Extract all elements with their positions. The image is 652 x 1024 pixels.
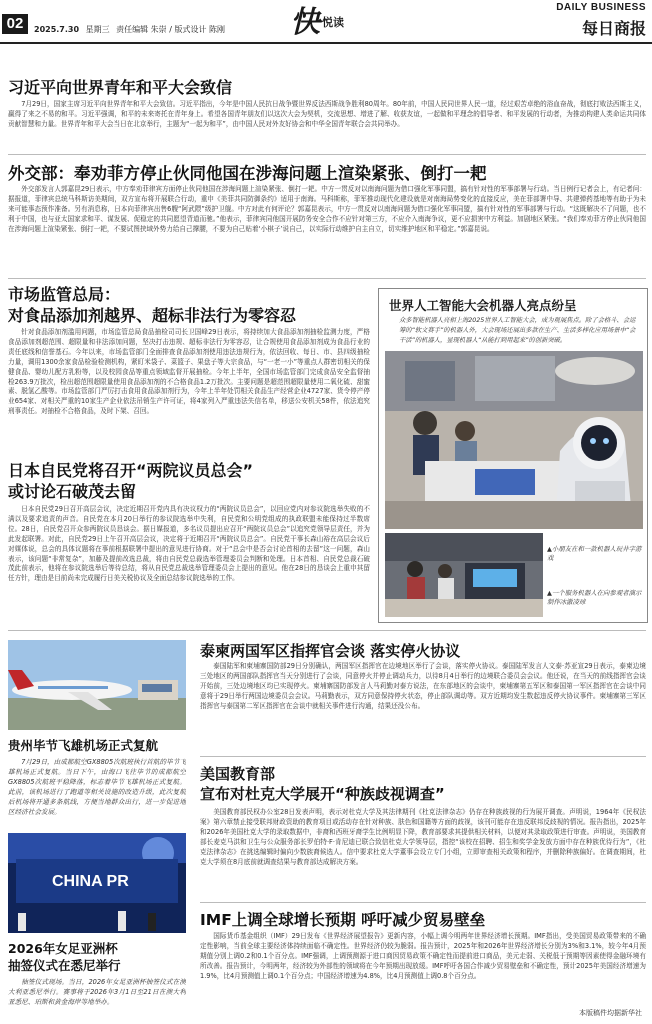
article-6-title-line2: 宣布对杜克大学展开“种族歧视调查”	[200, 785, 445, 803]
paper-name-cn: 每日商报	[581, 19, 646, 38]
article-7-title: IMF上调全球增长预期 呼吁减少贸易壁垒	[200, 911, 486, 929]
icecream-robot-photo-graphic	[385, 533, 543, 617]
article-6-text: 美国教育部民权办公室28日发表声明，表示对杜克大学及其法律期刊《杜克法律杂志》仍存在种族歧视的行为展开调查。声明说，1964年《民权法案》第六章禁止接受联邦财政资助的教育项目或活动存在针对种族、肤色和国籍等方面的歧视，该刊可能存在违反联邦反歧视的情况。报告指出，2025年和2026年美国杜克大学的录取数据中，非裔和西班牙裔学生比例明显下降，教育部要求其提供相关材料，以便对其录取政策进行审查。声明说，美国教育部长麦克马洪和卫生与公众服务部长罗伯特·F·肯尼迪已联合致信杜克大学领导层，指控“该校在招聘、招生和奖学金发放方面中存在种族优待行为”，《杜克法律杂志》在挑选编辑时偏向少数族裔候选人。信中要求杜克大学董事会设立专门小组，立即审查相关政策和程序，并删除种族偏好。在调查期间，杜克大学须在8月底前就调查结果与教育部达成解决方案。	[200, 808, 646, 866]
article-4-title-line1: 日本自民党将召开“两院议员总会”	[8, 461, 254, 480]
article-1-title: 习近平向世界青年和平大会致信	[8, 78, 233, 97]
article-3-body	[8, 328, 370, 446]
article-4-title	[8, 460, 253, 502]
issue-date-line	[34, 24, 225, 35]
article-3-title-line2: 对食品添加剂越界、超标非法行为零容忍	[8, 306, 297, 325]
page-header	[0, 0, 652, 46]
divider	[8, 154, 646, 155]
airport-photo-graphic	[8, 640, 186, 730]
photo-box-title: 世界人工智能大会机器人亮点纷呈	[389, 298, 577, 313]
article-5-title: 泰柬两国军区指挥官会谈 落实停火协议	[200, 642, 461, 660]
article-9-body	[8, 978, 186, 1020]
robot-photo-box	[378, 288, 648, 623]
column-title	[290, 4, 344, 42]
article-8-title: 贵州毕节飞雄机场正式复航	[8, 738, 159, 753]
article-9-title	[8, 940, 121, 974]
article-4-text: 日本自民党29日召开高层会议，决定近期召开党内具有决议权力的“两院议员总会”，以回应党内对参议院选举失败的不满以及要求追责的声音。自民党在本月20日举行的参议院选举中失利，自民党和公明党组成的执政联盟未能保持过半数席位。28日，自民党召开众参两院议员恳谈会。据日媒报道，多名议员提出应召开“两院议员总会”以追究党领导层责任，并为此发起联署。对此，自民党29日上午召开高层会议，决定将于近期召开“两院议员总会”。自民党干事长森山裕在高层会议后对媒体说，总会的具体议题将在事前根据联署中提出的意见进行协商。对于“总会中是否会讨论首相的去留”这一问题，森山表示，该问题“非常复杂”，加藤及提前改选总裁，将由自民党总裁选举管理委员会判断和处理。日本首相、自民党总裁石破茂此前表示，他将在参议院选举后等待总结，将从自民党总裁选举管理委员会上提出的意见。他在28日的恳谈会上重申其留任方针，理由是目前尚未完成履行日美关税协议及全面总结参议院选举的工作。	[8, 505, 370, 583]
icecream-robot-photo	[385, 533, 543, 617]
issue-weekday: 星期三	[85, 25, 110, 34]
article-9-title-line2: 抽签仪式在悉尼举行	[8, 958, 121, 973]
issue-date: 2025.7.30	[34, 25, 80, 34]
article-8-text: 7月29日，由成都航空GX8805次航班执行首航的毕节飞雄机场正式复航。当日下午，由海口飞往毕节的成都航空GX8805次航班平稳降落，标志着毕节飞雄机场正式复航。此前，该机场进行了跑道等相关设施的改造升级，此次复航后机场将开通多条航线，方便当地群众出行，进一步促进地区经济社会发展。	[8, 758, 186, 816]
article-5-text: 泰国陆军和柬埔寨国防部29日分别确认，两国军区指挥官在边境地区举行了会谈，落实停火协议。泰国陆军发言人文泰·苏亚宣29日表示，泰柬边境三处地区的两国部队指挥官当天分别进行了会谈，同意停火并停止调动兵力，以待8月4日举行的边境联合委员会会议。他还说，在当天的前线指挥官会谈开始前，三处边境地区均已实现停火。柬埔寨国防部发言人马莉勤对泰方说法，在东部地区的会谈中，柬埔寨第五军区和泰国第一军区指挥官在会谈中同意将于29日举行两国边境委员会会议。马莉勤表示，双方同意保持停火状态，停止部队调动等。双方近期均发生数起违反停火协议事件。柬埔寨第三军区指挥官与泰国第二军区指挥官在会谈中就相关事件进行沟通，结果还没公布。	[200, 662, 646, 710]
article-3-text: 针对食品添加剂滥用问题，市场监管总局食品抽检司司长卫国峰29日表示，将持续加大食品添加剂抽检监测力度，严格食品添加剂超范围、超限量和非法添加问题，坚决打击违规、超标非法行为零容忍，让合规使用食品添加剂成为食品行业的责任底线和信誉基石。今年以来，市场监管部门全面排查食品添加剂使用违法违规行为，依法回收、每日、市、县四级抽检力量，调用1300余家食品检验检测机构，紧盯米袋子、菜篮子、果盘子等大宗食品，与“一老一小”等重点人群密切相关的保健食品、婴幼儿配方乳粉等，以及校园食品等重点领域监督开展抽检。今年上半年，全国市场监管部门完成食品安全监督抽检263.9万批次，检出超范围超限量使用食品添加剂的不合格食品1.2万批次。主要问题是超范围超限量使用二氧化硫、甜蜜素、脱氢乙酸等。市场监管部门严厉打击食用食品添加剂行为，今年上半年处罚相关食品生产经营企业4727家、货令停产停业654家、对相关严重的10家生产企业依法吊销生产许可证，将4家列入严重违法失信名单，移送公安机关58件，依法追究刑事责任。对抽检不合格食品，及时下架、召回。	[8, 328, 370, 416]
article-6-title-line1: 美国教育部	[200, 765, 276, 783]
column-title-big: 快	[290, 5, 320, 40]
article-9-title-line1: 2026年女足亚洲杯	[8, 941, 118, 956]
divider	[200, 902, 646, 903]
article-7-text: 国际货币基金组织（IMF）29日发布《世界经济展望报告》更新内容，小幅上调今明两年世界经济增长预期。IMF指出，受美国贸易政策带来的不确定性影响，当前全球主要经济体持续面临不确定性。世界经济仍较为脆弱。报告预计，2025年和2026年世界经济增长分别为3%和3.1%，较今年4月预期值分别上调0.2和0.1个百分点。IMF强调，上调预测源于进口商因贸易政策不确定性而提前进口商品，美元走弱、关税低于预期等因素使得金融环境有所改善。报告预计，今明两年，经济较为外部性的领域将在今年预期出现放缓。IMF呼吁各国合作减少贸易壁垒和不确定性，预计2025年美国经济增速为1.9%，比4月预测值上调0.1个百分点；中国经济增速为4.8%，比4月预测值上调0.8个百分点。	[200, 932, 646, 980]
china-pr-screen-text: CHINA PR	[52, 873, 129, 890]
column-title-small: 悦读	[322, 16, 344, 29]
airport-photo	[8, 640, 186, 730]
article-4-body	[8, 505, 370, 623]
article-6-title	[200, 764, 445, 804]
paper-name-en: DAILY BUSINESS	[556, 2, 646, 13]
article-2-body	[8, 185, 646, 273]
issue-editors: 责任编辑 朱崇 / 版式设计 陈刚	[116, 25, 226, 34]
divider	[8, 630, 646, 631]
article-2-text: 外交部发言人郭嘉昆29日表示，中方奉劝菲律宾方面停止伙同他国在涉海问题上渲染紧张、倒打一耙。中方一贯反对以南海问题为借口强化军事同盟，搞有针对性的军事部署与行动。当日例行记者会上，有记者问：据报道，菲律宾总统马科斯访美期间，双方宣布将开展联合行动，重申《美菲共同防御条约》适用于南海。马科斯称，菲军推动现代化建设就是对南海局势变化的直接反应，美在菲部署中导、共建弹药基地等有助于为未来可能事态预作准备。另有消息称，日本向菲律宾出售6艘“阿武隈”级护卫舰。中方对此有何评论？郭嘉昆表示，中方一贯反对以南海问题为借口强化军事同盟，搞有针对性的军事部署与行动。“这既解决不了问题，也不利于中国，也与亚太国家求和平、谋发展、促稳定的共同愿望背道而驰。”他表示，菲律宾同他国开展防务安全合作不应针对第三方，不应介入南海争议，更不应损害中方利益。加剧地区紧张。“我们奉劝菲方停止伙同他国在涉海问题上渲染紧张、倒打一耙，不要试图挟域外势力给自己撑腰，不要为自己贴着‘小棋子’说自己，以实际行动维护自主自立，切实维护地区和平稳定。”郭嘉昆说。	[8, 185, 646, 233]
article-1-body	[8, 100, 646, 150]
photo-caption-1: ▲小朋友在和一款机器人玩井字游戏	[547, 545, 642, 562]
divider	[200, 756, 646, 757]
divider	[8, 278, 646, 279]
draw-ceremony-photo	[8, 833, 186, 933]
header-rule	[0, 42, 652, 44]
source-note: 本版稿件均据新华社	[579, 1009, 642, 1017]
photo-caption-2: ▲一个服务机器人在向参观者演示制作冰激凌球	[547, 589, 642, 606]
article-4-title-line2: 或讨论石破茂去留	[8, 482, 137, 501]
page-number: 02	[2, 14, 28, 34]
article-5-body	[200, 662, 646, 752]
article-8-body	[8, 758, 186, 828]
article-2-title: 外交部：奉劝菲方停止伙同他国在涉海问题上渲染紧张、倒打一耙	[8, 164, 487, 183]
article-1-text: 7月29日，国家主席习近平向世界青年和平大会致信。习近平指出，今年是中国人民抗日战争暨世界反法西斯战争胜利80周年。80年前，中国人民同世界人民一道，经过艰苦卓绝的浴血奋战，彻底打败法西斯主义，赢得了来之不易的和平。习近平强调，和平的未来寄托在青年身上。希望各国青年朋友们以这次大会为契机，交流思想、增进了解、收获友谊，一起做和平理念的倡导者、和平发展的行动者，为推动构建人类命运共同体贡献智慧和力量。世界青年和平大会当日在北京举行，主题为“一起为和平”，由中国人民对外友好协会和中华全国青年联合会共同举办。	[8, 100, 646, 128]
article-7-body	[200, 932, 646, 1004]
article-3-title	[8, 284, 296, 326]
photo-box-caption: 众多智能机器人亮相上海2025世界人工智能大会，成为观展焦点。除了会格斗、会运筹的“软文赛手”的机器人外，大会现场还展出多款在生产、生活多样化应用场景中“会干活”的机器人，显现机器人“从能打到用起来”的创新突破。	[399, 317, 636, 344]
article-9-text: 抽签仪式现场。当日，2026年女足亚洲杯抽签仪式在澳大利亚悉尼举行。赛事将于2026年3月1日至21日在澳大利亚悉尼、珀斯和黄金海岸等地举办。	[8, 978, 186, 1006]
article-3-title-line1: 市场监管总局：	[8, 285, 121, 304]
robot-game-photo-graphic	[385, 351, 643, 529]
article-6-body	[200, 808, 646, 898]
robot-game-photo	[385, 351, 643, 529]
